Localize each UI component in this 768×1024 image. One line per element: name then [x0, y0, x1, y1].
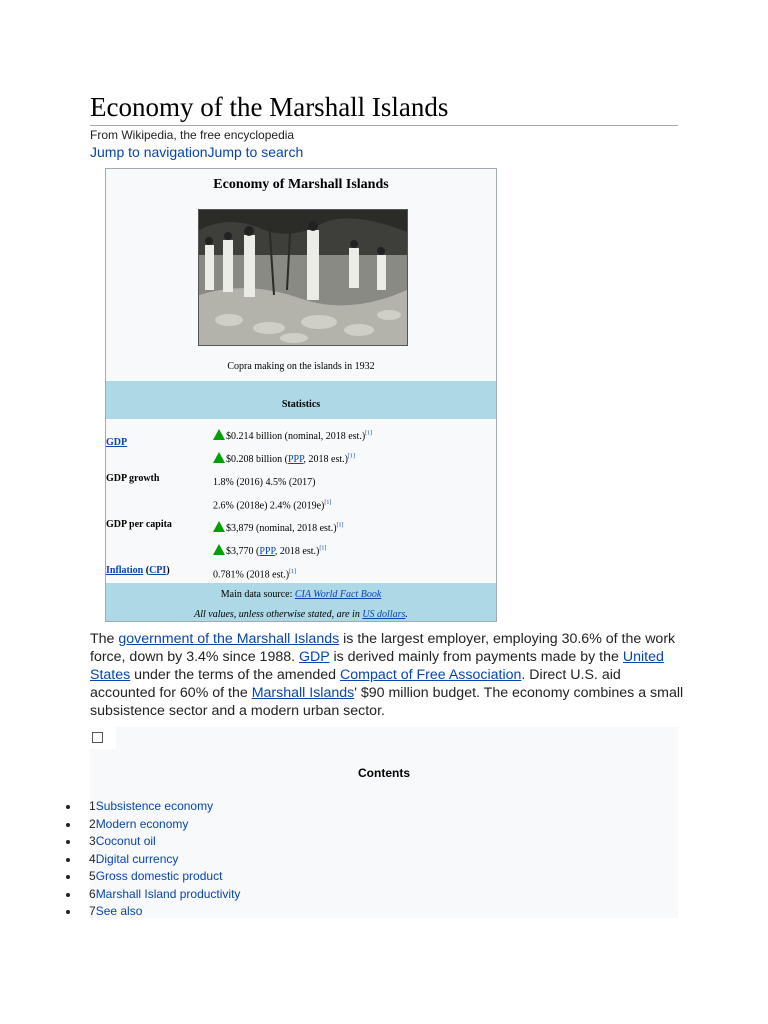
gdp-per-capita-nominal-value — [213, 521, 344, 534]
bullet-icon — [66, 910, 70, 914]
infobox-source-footer — [106, 583, 496, 621]
united-states-link[interactable]: United States — [90, 649, 664, 683]
jump-to-search-link[interactable]: Jump to search — [207, 144, 304, 160]
lead-text: The — [90, 631, 119, 647]
data-source-prefix: Main data source: — [220, 589, 295, 600]
jump-to-navigation-link[interactable]: Jump to navigation — [90, 144, 208, 160]
toc-item-number: 3 — [89, 834, 96, 848]
currency-note-suffix: . — [405, 609, 408, 620]
gdp-nominal-value — [213, 429, 372, 442]
infobox-title: Economy of Marshall Islands — [213, 177, 389, 192]
toc-item[interactable] — [66, 868, 240, 886]
lead-paragraph — [90, 630, 690, 720]
ppp-link[interactable]: PPP — [259, 546, 275, 557]
checkbox-icon[interactable] — [92, 732, 103, 743]
citation-link[interactable]: [1] — [319, 545, 327, 552]
inflation-label — [106, 565, 170, 576]
toc-title: Contents — [358, 766, 410, 780]
toc-item-link[interactable]: Modern economy — [95, 816, 189, 831]
gdp-per-capita-ppp-prefix: $3,770 ( — [226, 546, 260, 557]
toc-item-number: 7 — [89, 904, 96, 918]
bullet-icon — [66, 893, 70, 897]
infobox-image-caption: Copra making on the islands in 1932 — [227, 361, 375, 372]
citation-link[interactable]: [1] — [324, 500, 332, 506]
increase-icon — [213, 452, 225, 463]
toc-item[interactable] — [66, 833, 240, 851]
gdp-per-capita-nominal-text: $3,879 (nominal, 2018 est.) — [226, 523, 337, 534]
title-divider — [90, 125, 678, 126]
citation-link[interactable]: [1] — [347, 453, 355, 460]
inflation-text: 0.781% (2018 est.) — [213, 569, 290, 581]
toc-item[interactable] — [66, 851, 240, 869]
toc-item[interactable] — [66, 798, 240, 816]
toc-item-number: 4 — [89, 851, 96, 866]
gdp-ppp-suffix: , 2018 est.) — [303, 454, 348, 465]
ppp-link[interactable]: PPP — [287, 454, 304, 465]
gdp-growth-line2-value — [213, 500, 331, 511]
jump-links — [90, 144, 303, 160]
gdp-ppp-prefix: $0.208 billion ( — [226, 454, 288, 465]
lead-text: . Direct U.S. aid accounted for 60% of the — [90, 667, 621, 701]
citation-link[interactable]: [1] — [365, 430, 373, 437]
toc-item[interactable] — [66, 886, 240, 904]
toc-item-number: 1 — [89, 799, 96, 813]
citation-link[interactable]: [1] — [289, 569, 297, 575]
lead-text: under the terms of the amended — [130, 667, 341, 683]
toc-toggle[interactable] — [90, 727, 116, 749]
marshall-islands-link[interactable]: Marshall Islands — [251, 685, 355, 701]
data-source-line — [106, 589, 496, 600]
toc-list — [66, 798, 240, 921]
gdp-nominal-text: $0.214 billion (nominal, 2018 est.) — [226, 431, 366, 442]
toc-item[interactable] — [66, 903, 240, 921]
inflation-paren-close: ) — [166, 565, 170, 576]
compact-of-free-association-link[interactable]: Compact of Free Association — [340, 667, 522, 683]
gdp-link[interactable]: GDP — [299, 649, 330, 665]
toc-item-number: 2 — [89, 816, 96, 831]
bullet-icon — [66, 875, 70, 879]
copra-making-photo[interactable] — [198, 209, 408, 346]
lead-text: ' $90 million budget. The economy combines a small subsistence sector and a modern urban sector. — [90, 685, 684, 719]
gdp-growth-line2: 2.6% (2018e) 2.4% (2019e) — [213, 500, 325, 512]
gdp-per-capita-ppp-value — [213, 544, 326, 557]
toc-item-link[interactable]: Gross domestic product — [95, 869, 223, 883]
toc-item-link[interactable]: Digital currency — [95, 851, 179, 866]
lead-text: is the largest employer, employing 30.6% of the work force, down by 3.4% since 1988. — [90, 631, 676, 665]
bullet-icon — [66, 823, 70, 827]
page-title: Economy of the Marshall Islands — [90, 92, 449, 122]
toc-item[interactable] — [66, 816, 240, 834]
increase-icon — [213, 544, 225, 555]
gdp-growth-label: GDP growth — [106, 473, 160, 484]
bullet-icon — [66, 840, 70, 844]
gdp-ppp-value — [213, 452, 355, 465]
gdp-growth-line1: 1.8% (2016) 4.5% (2017) — [213, 477, 316, 488]
toc-item-link[interactable]: Marshall Island productivity — [95, 886, 241, 901]
cpi-link[interactable]: CPI — [149, 565, 167, 576]
toc-item-link[interactable]: Coconut oil — [95, 834, 156, 848]
statistics-header: Statistics — [106, 381, 496, 419]
gdp-per-capita-ppp-suffix: , 2018 est.) — [274, 546, 320, 557]
toc-item-number: 6 — [89, 886, 96, 901]
gdp-label-link[interactable]: GDP — [106, 437, 128, 448]
inflation-link[interactable]: Inflation — [106, 565, 144, 576]
toc-item-link[interactable]: See also — [95, 904, 143, 918]
inflation-paren-open: ( — [143, 565, 150, 576]
government-link[interactable]: government of the Marshall Islands — [118, 631, 340, 647]
inflation-value — [213, 569, 296, 580]
toc-item-link[interactable]: Subsistence economy — [95, 799, 214, 813]
site-tagline: From Wikipedia, the free encyclopedia — [90, 128, 295, 142]
citation-link[interactable]: [1] — [336, 522, 344, 529]
currency-note-line — [106, 609, 496, 620]
cia-world-fact-book-link[interactable]: CIA World Fact Book — [294, 589, 382, 600]
currency-note-prefix: All values, unless otherwise stated, are in — [194, 609, 363, 620]
gdp-per-capita-label: GDP per capita — [106, 519, 172, 530]
bullet-icon — [66, 805, 70, 809]
toc-item-number: 5 — [89, 869, 96, 883]
bullet-icon — [66, 858, 70, 862]
us-dollars-link[interactable]: US dollars — [362, 609, 406, 620]
increase-icon — [213, 521, 225, 532]
increase-icon — [213, 429, 225, 440]
economy-infobox — [105, 168, 497, 622]
lead-text: is derived mainly from payments made by the — [329, 649, 623, 665]
